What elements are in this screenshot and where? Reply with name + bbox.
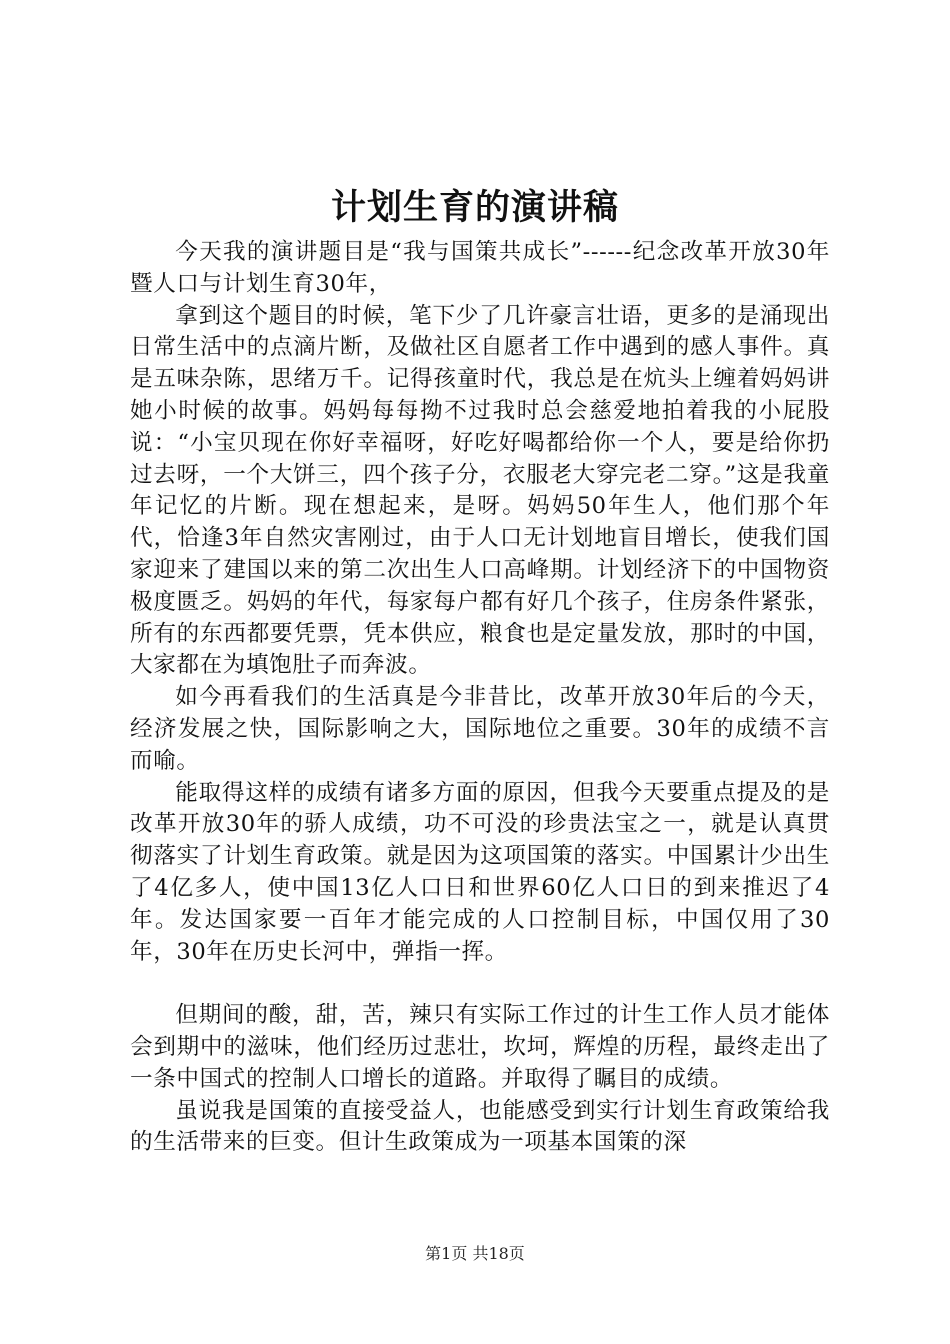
- document-title: 计划生育的演讲稿: [330, 187, 619, 228]
- paragraph-6: 虽说我是国策的直接受益人，也能感受到实行计划生育政策给我的生活带来的巨变。但计生政策成为一项基本国策的深: [130, 1097, 830, 1156]
- paragraph-3: 如今再看我们的生活真是今非昔比，改革开放30年后的今天，经济发展之快，国际影响之大，国际地位之重要。30年的成绩不言而喻。: [130, 684, 830, 774]
- paragraph-4: 能取得这样的成绩有诸多方面的原因，但我今天要重点提及的是改革开放30年的骄人成绩，功不可没的珍贵法宝之一，就是认真贯彻落实了计划生育政策。就是因为这项国策的落实。中国累计少出生了4亿多人，使中国13亿人口日和世界60亿人口日的到来推迟了4年。发达国家要一百年才能完成的人口控制目标，中国仅用了30年，30年在历史长河中，弹指一挥。: [130, 779, 830, 965]
- paragraph-5: 但期间的酸，甜，苦，辣只有实际工作过的计生工作人员才能体会到期中的滋味，他们经历过悲壮，坎坷，辉煌的历程，最终走出了一条中国式的控制人口增长的道路。并取得了瞩目的成绩。: [130, 1002, 830, 1092]
- document-body: [130, 237, 830, 1159]
- paragraph-1: 今天我的演讲题目是“我与国策共成长”------纪念改革开放30年暨人口与计划生育30年，: [130, 239, 830, 297]
- paragraph-2: 拿到这个题目的时候，笔下少了几许豪言壮语，更多的是涌现出日常生活中的点滴片断，及做社区自愿者工作中遇到的感人事件。真是五味杂陈，思绪万千。记得孩童时代，我总是在炕头上缠着妈妈讲她小时候的故事。妈妈每每拗不过我时总会慈爱地拍着我的小屁股说：“小宝贝现在你好幸福呀，好吃好喝都给你一个人，要是给你扔过去呀，一个大饼三，四个孩子分，衣服老大穿完老二穿。”这是我童年记忆的片断。现在想起来，是呀。妈妈50年生人，他们那个年代，恰逢3年自然灾害刚过，由于人口无计划地盲目增长，使我们国家迎来了建国以来的第二次出生人口高峰期。计划经济下的中国物资极度匮乏。妈妈的年代，每家每户都有好几个孩子，住房条件紧张，所有的东西都要凭票，凭本供应，粮食也是定量发放，那时的中国，大家都在为填饱肚子而奔波。: [130, 302, 830, 679]
- page-number-footer: 第1页 共18页: [425, 1244, 525, 1263]
- paragraph-spacer: [130, 968, 830, 1000]
